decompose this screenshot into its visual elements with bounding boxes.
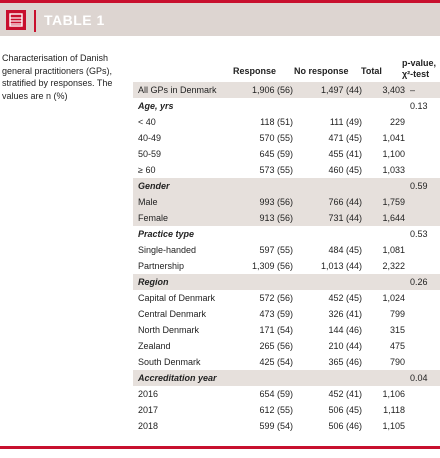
table-row [133,322,440,338]
table-group-row [133,178,440,194]
total-cell [362,226,405,242]
table-title: TABLE 1 [44,12,105,28]
table-row [133,210,440,226]
row-label: 2018 [138,421,159,431]
p-value-cell [405,114,440,130]
response-cell: 993 (56) [233,194,293,210]
response-cell: 171 (54) [259,325,293,335]
total-cell: 799 [389,309,405,319]
p-value-cell [405,194,440,210]
total-cell: 1,106 [382,389,405,399]
table-row [133,242,440,258]
response-cell [233,178,293,194]
response-cell: 597 (55) [259,245,293,255]
no-response-cell: 326 (41) [328,309,362,319]
response-cell [233,226,293,242]
no-response-cell: 731 (44) [293,210,362,226]
row-label: < 40 [138,117,156,127]
response-cell: 265 (56) [259,341,293,351]
total-cell [362,178,405,194]
no-response-cell: 460 (45) [328,165,362,175]
no-response-cell: 766 (44) [293,194,362,210]
table-row [133,82,440,98]
table-row [133,130,440,146]
p-value-label-line2: χ²-test [402,69,430,79]
total-cell [362,98,405,114]
total-cell: 1,118 [383,405,405,415]
table-row [133,338,440,354]
response-cell [233,274,293,290]
table-row [133,194,440,210]
total-cell: 1,105 [382,421,405,431]
p-value-cell [405,354,440,370]
total-cell: 315 [389,325,405,335]
row-label: North Denmark [138,325,200,335]
column-header-p-value [402,58,436,80]
no-response-cell: 484 (45) [328,245,362,255]
p-value-cell [405,130,440,146]
table-row [133,354,440,370]
response-cell: 572 (56) [259,293,293,303]
response-cell: 645 (59) [259,149,293,159]
no-response-cell [293,370,362,386]
p-value-cell: 0.04 [405,370,440,386]
row-label: 40-49 [138,133,162,143]
p-value-cell: 0.53 [410,229,428,239]
table-row [133,114,440,130]
p-value-cell [405,162,440,178]
response-cell: 473 (59) [259,309,293,319]
table-row [133,402,440,418]
table-row [133,258,440,274]
p-value-cell [405,146,440,162]
total-cell: 790 [389,357,405,367]
response-cell: 612 (55) [259,405,293,415]
no-response-cell: 471 (45) [328,133,362,143]
response-cell: 570 (55) [259,133,293,143]
response-cell: 654 (59) [259,389,293,399]
response-cell: 118 (51) [260,117,293,127]
no-response-cell: 506 (45) [328,405,362,415]
table-caption: Characterisation of Danish general practitioners (GPs), stratified by responses. The values are n (%) [2,53,113,101]
total-cell: 1,033 [382,165,405,175]
no-response-cell: 455 (41) [328,149,362,159]
row-label: Practice type [138,229,195,239]
response-cell: 1,309 (56) [251,261,293,271]
no-response-cell: 1,013 (44) [320,261,362,271]
row-label: Gender [133,178,233,194]
row-label: All GPs in Denmark [133,82,233,98]
no-response-cell: 452 (45) [328,293,362,303]
total-cell: 1,644 [362,210,405,226]
row-label: Accreditation year [133,370,233,386]
p-value-cell [405,402,440,418]
total-cell: 2,322 [382,261,405,271]
response-cell: 599 (54) [259,421,293,431]
total-cell: 1,024 [382,293,405,303]
p-value-cell: 0.26 [405,274,440,290]
p-value-cell: 0.13 [410,101,428,111]
row-label: Male [133,194,233,210]
row-label: South Denmark [138,357,201,367]
table-row [133,290,440,306]
total-cell [362,370,405,386]
p-value-cell [405,418,440,434]
response-cell: 573 (55) [259,165,293,175]
no-response-cell: 506 (46) [328,421,362,431]
total-cell: 229 [389,117,405,127]
p-value-cell [405,322,440,338]
row-label: Capital of Denmark [138,293,216,303]
table-group-row [133,98,440,114]
response-cell: 425 (54) [259,357,293,367]
no-response-cell: 452 (41) [328,389,362,399]
row-label: ≥ 60 [138,165,156,175]
table-row [133,306,440,322]
no-response-cell: 365 (46) [328,357,362,367]
total-cell [362,274,405,290]
table-icon [6,10,26,30]
total-cell: 475 [389,341,405,351]
p-value-cell [405,306,440,322]
table-row [133,386,440,402]
row-label: Region [133,274,233,290]
p-value-cell: 0.59 [405,178,440,194]
table-group-row [133,370,440,386]
total-cell: 1,081 [382,245,405,255]
characterisation-table [133,82,440,434]
no-response-cell: 210 (44) [328,341,362,351]
no-response-cell: 1,497 (44) [293,82,362,98]
no-response-cell: 111 (49) [329,117,362,127]
p-value-cell [405,290,440,306]
no-response-cell [293,98,362,114]
table-row [133,162,440,178]
p-value-label-line1: p-value, [402,58,437,68]
column-header-total: Total [361,66,382,76]
total-cell: 3,403 [362,82,405,98]
no-response-cell [293,274,362,290]
row-label: Age, yrs [138,101,174,111]
row-label: Central Denmark [138,309,207,319]
p-value-cell [405,338,440,354]
total-cell: 1,100 [382,149,405,159]
no-response-cell [293,178,362,194]
row-label: Female [133,210,233,226]
p-value-cell: – [405,82,440,98]
response-cell: 913 (56) [233,210,293,226]
total-cell: 1,759 [362,194,405,210]
table-row [133,146,440,162]
no-response-cell: 144 (46) [328,325,362,335]
p-value-cell [405,258,440,274]
row-label: Partnership [138,261,185,271]
row-label: 2016 [138,389,159,399]
p-value-cell [405,386,440,402]
row-label: Zealand [138,341,171,351]
response-cell: 1,906 (56) [233,82,293,98]
column-header-response: Response [233,66,277,76]
row-label: 2017 [138,405,159,415]
total-cell: 1,041 [382,133,405,143]
no-response-cell [293,226,362,242]
table-group-row [133,226,440,242]
response-cell [233,98,293,114]
column-header-no-response: No response [294,66,349,76]
row-label: 50-59 [138,149,162,159]
response-cell [233,370,293,386]
row-label: Single-handed [138,245,197,255]
table-row [133,418,440,434]
table-group-row [133,274,440,290]
p-value-cell [405,242,440,258]
table-header-bar [0,0,440,36]
bottom-rule [0,446,440,449]
p-value-cell [405,210,440,226]
header-separator [34,10,36,32]
